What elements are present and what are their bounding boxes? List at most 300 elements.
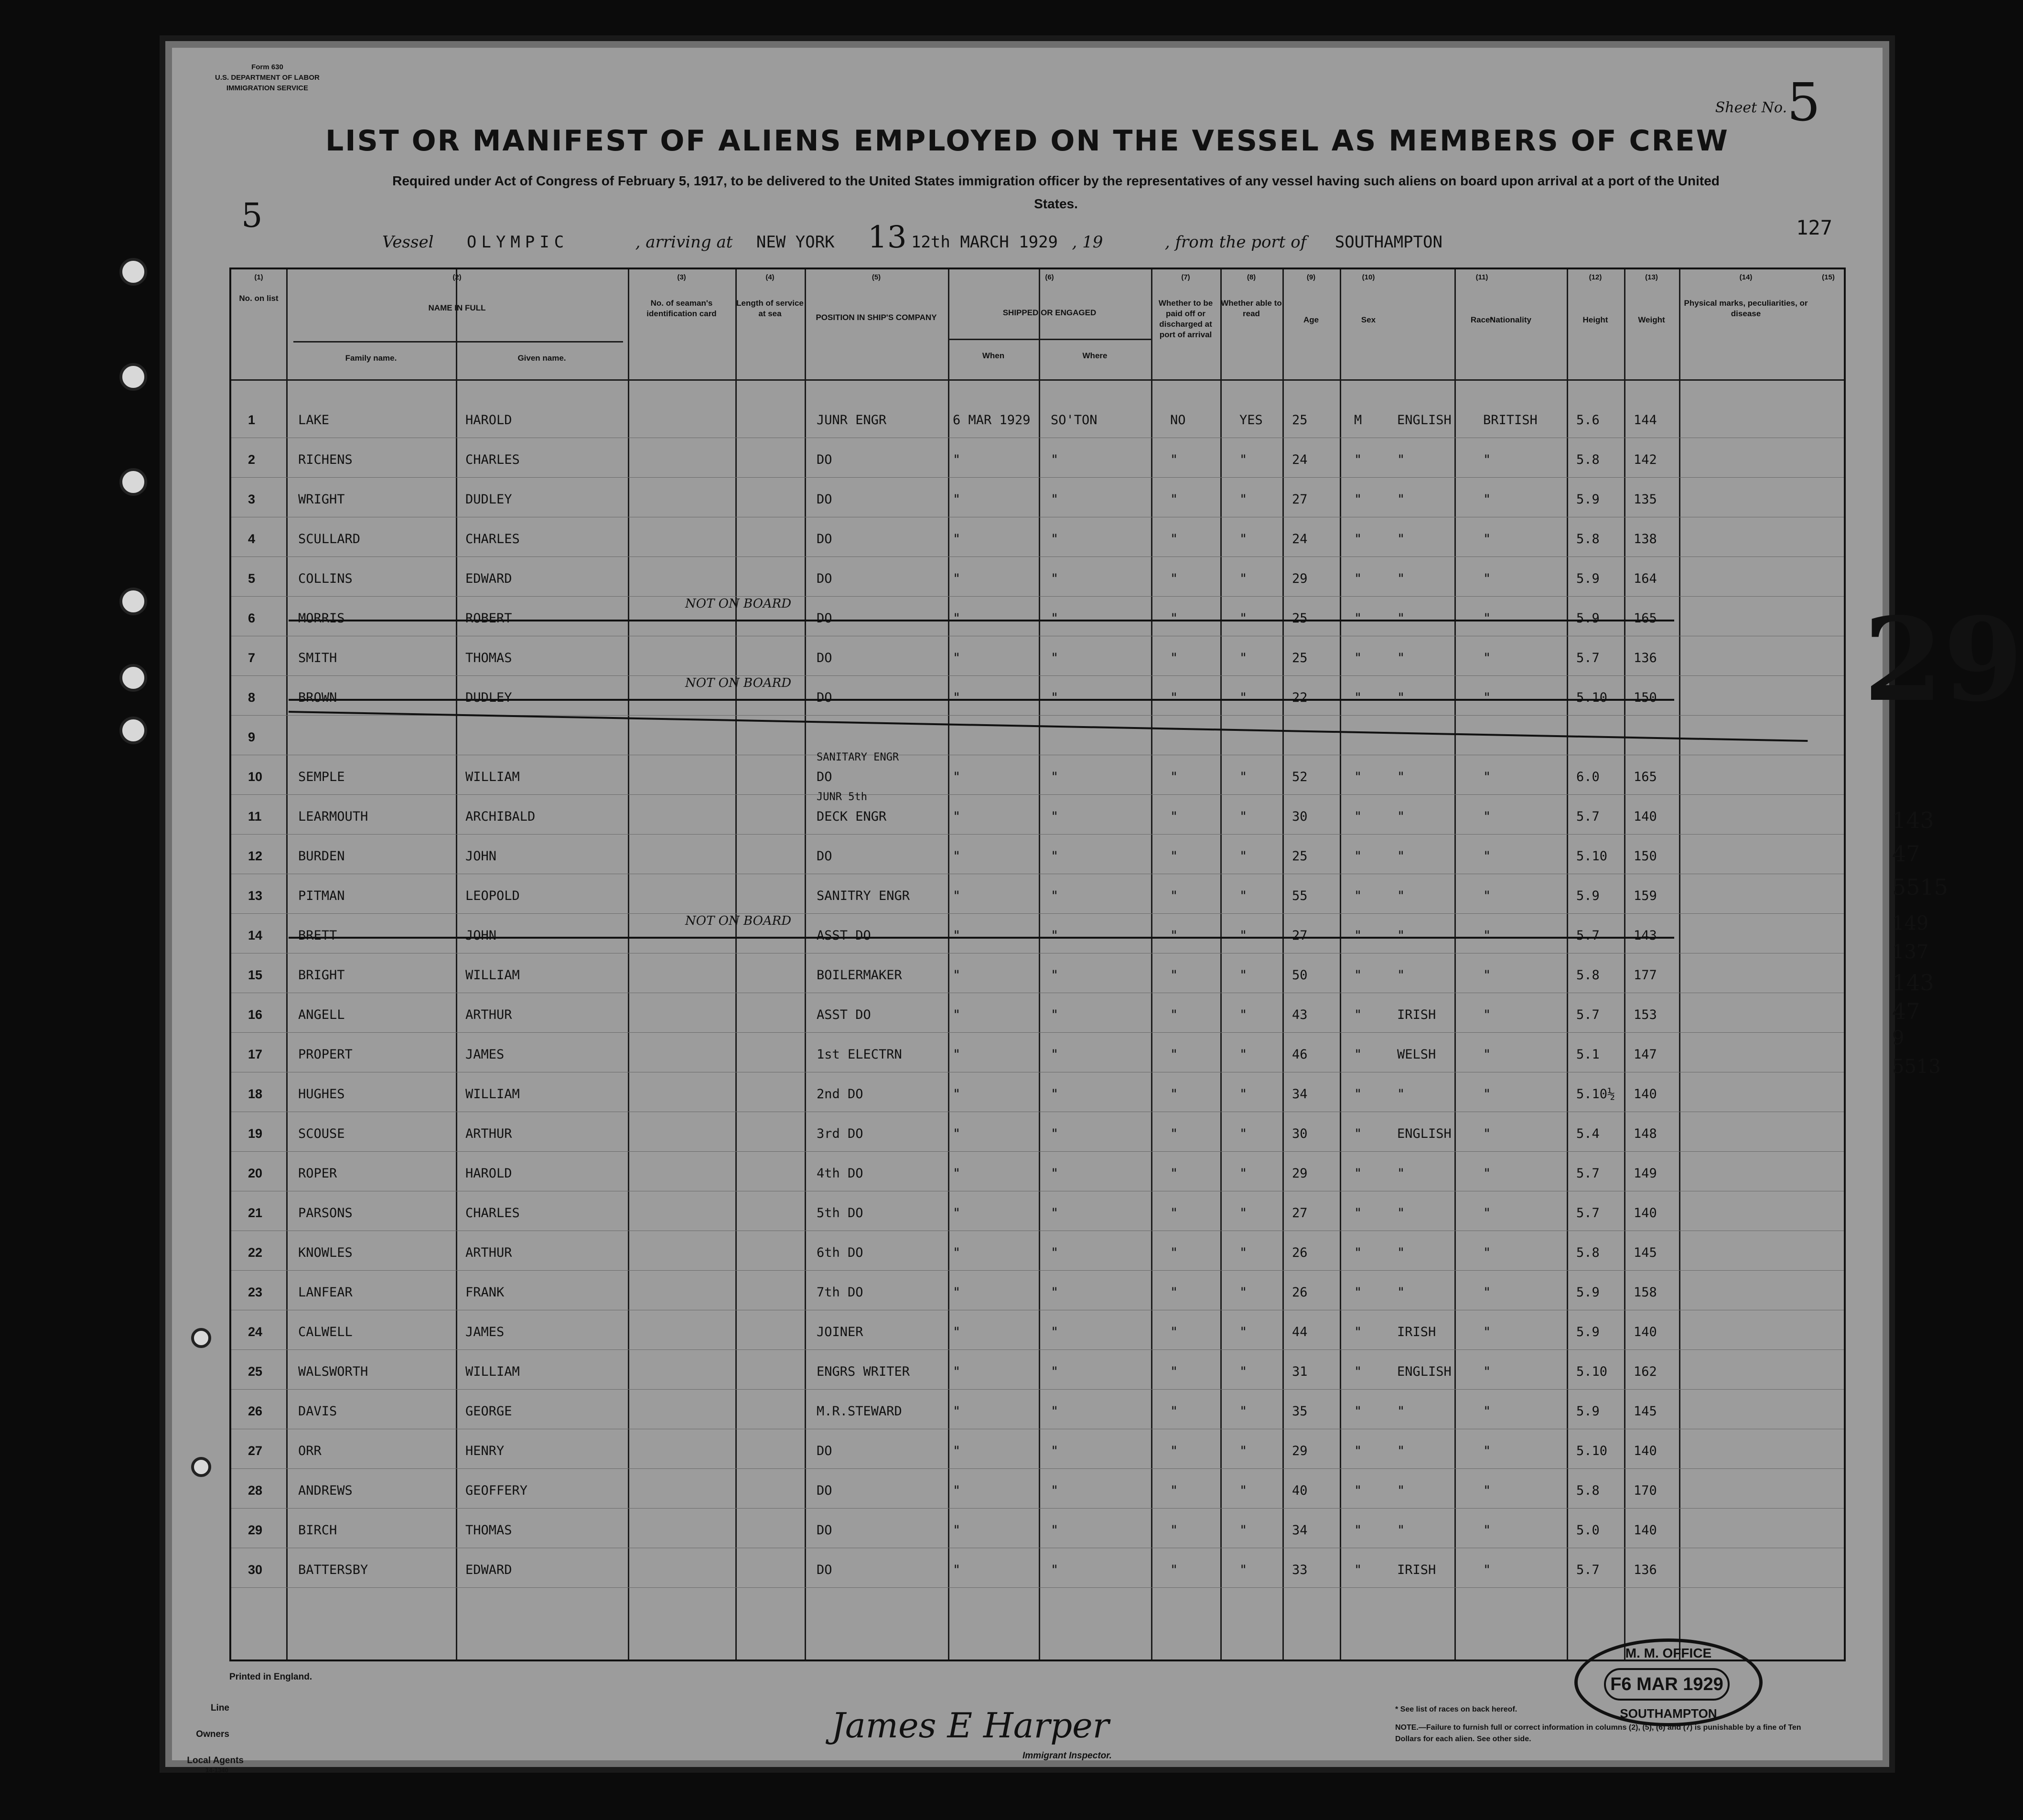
paid-off: NO — [1170, 413, 1186, 428]
age: 55 — [1292, 889, 1308, 903]
column-divider — [735, 269, 737, 1659]
given-name: WILLIAM — [465, 968, 520, 983]
binder-hole — [119, 717, 147, 744]
shipped-where: " — [1051, 809, 1059, 824]
row-number: 4 — [248, 532, 256, 546]
column-number: (4) — [765, 273, 775, 281]
able-to-read: " — [1239, 1364, 1248, 1379]
row-rule — [231, 834, 1844, 835]
family-name: ROPER — [298, 1166, 337, 1181]
race: " — [1397, 611, 1405, 626]
vessel-name: OLYMPIC — [466, 233, 569, 252]
weight: 144 — [1634, 413, 1657, 428]
given-name: GEORGE — [465, 1404, 512, 1419]
department-name: U.S. DEPARTMENT OF LABOR — [215, 74, 320, 82]
strike-through-line — [289, 937, 1674, 939]
row-number: 16 — [248, 1007, 263, 1022]
line-label: Line — [210, 1703, 229, 1713]
weight: 140 — [1634, 809, 1657, 824]
column-number: (14) — [1739, 273, 1753, 281]
shipped-when: " — [953, 1364, 961, 1379]
sex: " — [1354, 1245, 1362, 1260]
sex: " — [1354, 928, 1362, 943]
owners-label: Owners — [196, 1729, 229, 1739]
height: 5.9 — [1576, 1285, 1600, 1300]
sex: " — [1354, 651, 1362, 665]
sex: " — [1354, 611, 1362, 626]
row-rule — [231, 1151, 1844, 1152]
row-rule — [231, 1389, 1844, 1390]
nationality: " — [1483, 690, 1491, 705]
weight: 140 — [1634, 1444, 1657, 1458]
sex: " — [1354, 968, 1362, 983]
given-name: CHARLES — [465, 452, 520, 467]
able-to-read: " — [1239, 1047, 1248, 1062]
position: ENGRS WRITER — [817, 1364, 910, 1379]
not-on-board-note: NOT ON BOARD — [685, 676, 792, 690]
shipped-when: " — [953, 1563, 961, 1577]
family-name: WALSWORTH — [298, 1364, 368, 1379]
column-divider — [1039, 269, 1040, 1659]
shipped-when: 6 MAR 1929 — [953, 413, 1031, 428]
shipped-where: " — [1051, 849, 1059, 864]
paid-off: " — [1170, 1166, 1178, 1181]
agents-code: 14-1340 — [205, 1766, 228, 1774]
able-to-read: " — [1239, 1483, 1248, 1498]
row-rule — [231, 794, 1844, 795]
shipped-where: " — [1051, 968, 1059, 983]
family-name: WRIGHT — [298, 492, 345, 507]
row-rule — [231, 477, 1844, 478]
able-to-read: " — [1239, 1444, 1248, 1458]
paid-off: " — [1170, 492, 1178, 507]
given-name: ARCHIBALD — [465, 809, 536, 824]
from-port-label: , from the port of — [1164, 233, 1307, 252]
nationality: " — [1483, 1245, 1491, 1260]
row-number: 19 — [248, 1126, 263, 1141]
shipped-when: " — [953, 1404, 961, 1419]
age: 29 — [1292, 1444, 1308, 1458]
able-to-read: " — [1239, 690, 1248, 705]
position: 6th DO — [817, 1245, 863, 1260]
able-to-read: " — [1239, 611, 1248, 626]
position-annotation: JUNR 5th — [817, 791, 867, 803]
given-name: ARTHUR — [465, 1126, 512, 1141]
margin-note: 143 — [1892, 970, 1934, 996]
row-number: 6 — [248, 611, 256, 625]
row-number: 23 — [248, 1285, 263, 1299]
stamp-date: F6 MAR 1929 — [1604, 1668, 1730, 1701]
sex: " — [1354, 770, 1362, 784]
nationality: " — [1483, 452, 1491, 467]
age: 22 — [1292, 690, 1308, 705]
shipped-when: " — [953, 809, 961, 824]
arriving-label: , arriving at — [635, 233, 733, 252]
family-name: RICHENS — [298, 452, 353, 467]
shipped-where: " — [1051, 452, 1059, 467]
family-name: PITMAN — [298, 889, 345, 903]
row-number: 25 — [248, 1364, 263, 1379]
stamp-top-text: M. M. OFFICE — [1625, 1646, 1712, 1660]
shipped-when: " — [953, 492, 961, 507]
age: 25 — [1292, 849, 1308, 864]
shipped-where: " — [1051, 1563, 1059, 1577]
shipped-where: " — [1051, 1364, 1059, 1379]
column-divider — [1624, 269, 1625, 1659]
shipped-where: " — [1051, 1444, 1059, 1458]
row-number: 8 — [248, 690, 256, 705]
row-number: 17 — [248, 1047, 263, 1061]
age: 25 — [1292, 611, 1308, 626]
given-name: HENRY — [465, 1444, 505, 1458]
able-read-header: Whether able to read — [1221, 299, 1282, 318]
sheet-number-label: Sheet No. — [1715, 99, 1787, 116]
shipped-where: " — [1051, 1166, 1059, 1181]
able-to-read: " — [1239, 1126, 1248, 1141]
row-number: 13 — [248, 889, 263, 903]
family-name: ANDREWS — [298, 1483, 353, 1498]
shipped-where: " — [1051, 1087, 1059, 1102]
family-name: ORR — [298, 1444, 322, 1458]
weight: 150 — [1634, 849, 1657, 864]
page-subtitle: Required under Act of Congress of February 5, 1917, to be delivered to the United States immigration officer by the representatives of any vessel having such aliens on board upon arrival at a port of the United States. — [392, 173, 1720, 211]
position: DO — [817, 1444, 832, 1458]
row-rule — [231, 1587, 1844, 1588]
column-divider — [1340, 269, 1341, 1659]
family-name: BATTERSBY — [298, 1563, 368, 1577]
race: ENGLISH — [1397, 1126, 1452, 1141]
nationality: " — [1483, 889, 1491, 903]
sex: " — [1354, 849, 1362, 864]
height: 5.8 — [1576, 1483, 1600, 1498]
sex: " — [1354, 1444, 1362, 1458]
race: " — [1397, 1483, 1405, 1498]
family-name: PROPERT — [298, 1047, 353, 1062]
age: 27 — [1292, 1206, 1308, 1220]
position: DO — [817, 1563, 832, 1577]
paid-off: " — [1170, 1047, 1178, 1062]
shipped-where: " — [1051, 492, 1059, 507]
paid-off: " — [1170, 849, 1178, 864]
page-title: LIST OR MANIFEST OF ALIENS EMPLOYED ON THE VESSEL AS MEMBERS OF CREW — [325, 124, 1729, 158]
able-to-read: " — [1239, 968, 1248, 983]
age: 50 — [1292, 968, 1308, 983]
age: 34 — [1292, 1523, 1308, 1538]
given-name: ARTHUR — [465, 1245, 512, 1260]
form-number: Form 630 — [251, 63, 283, 71]
sex: " — [1354, 492, 1362, 507]
shipped-where: " — [1051, 1245, 1059, 1260]
row-number: 20 — [248, 1166, 263, 1180]
sex: " — [1354, 1325, 1362, 1339]
manifest-sheet — [172, 48, 1883, 1774]
race: " — [1397, 1087, 1405, 1102]
nationality: " — [1483, 968, 1491, 983]
family-name: ANGELL — [298, 1007, 345, 1022]
margin-note: 29 — [1863, 592, 2023, 727]
height: 5.9 — [1576, 1404, 1600, 1419]
strike-through-line — [289, 699, 1674, 701]
race: " — [1397, 651, 1405, 665]
age: 25 — [1292, 651, 1308, 665]
paid-off: " — [1170, 968, 1178, 983]
nationality: " — [1483, 611, 1491, 626]
shipped-where: SO'TON — [1051, 413, 1098, 428]
sex: " — [1354, 1007, 1362, 1022]
paid-off: " — [1170, 928, 1178, 943]
race: " — [1397, 571, 1405, 586]
shipped-when: " — [953, 928, 961, 943]
shipped-when: " — [953, 571, 961, 586]
row-number: 27 — [248, 1444, 263, 1458]
row-number: 10 — [248, 770, 263, 784]
weight: 142 — [1634, 452, 1657, 467]
height: 5.9 — [1576, 571, 1600, 586]
sex: " — [1354, 1483, 1362, 1498]
position: DO — [817, 571, 832, 586]
binder-hole — [119, 664, 147, 692]
able-to-read: " — [1239, 1563, 1248, 1577]
nationality-header: Nationality — [1490, 315, 1531, 324]
sex: " — [1354, 1126, 1362, 1141]
column-number: (8) — [1247, 273, 1256, 281]
shipped-when: " — [953, 611, 961, 626]
race: " — [1397, 889, 1405, 903]
shipped-where: " — [1051, 1483, 1059, 1498]
arrival-port: NEW YORK — [756, 233, 835, 252]
row-number: 7 — [248, 651, 256, 665]
age: 46 — [1292, 1047, 1308, 1062]
paid-off: " — [1170, 1285, 1178, 1300]
height: 5.7 — [1576, 1166, 1600, 1181]
age: 43 — [1292, 1007, 1308, 1022]
shipped-where: " — [1051, 1285, 1059, 1300]
height: 5.1 — [1576, 1047, 1600, 1062]
given-name: GEOFFERY — [465, 1483, 528, 1498]
family-name: HUGHES — [298, 1087, 345, 1102]
shipped-where: " — [1051, 532, 1059, 546]
office-stamp — [1574, 1638, 1763, 1726]
given-name: WILLIAM — [465, 1364, 520, 1379]
able-to-read: " — [1239, 532, 1248, 546]
column-number: (6) — [1045, 273, 1054, 281]
sex: " — [1354, 1285, 1362, 1300]
height: 5.8 — [1576, 452, 1600, 467]
sex: " — [1354, 889, 1362, 903]
sex: " — [1354, 1206, 1362, 1220]
race: " — [1397, 690, 1405, 705]
age: 35 — [1292, 1404, 1308, 1419]
column-divider — [948, 269, 949, 1659]
shipped-when: " — [953, 690, 961, 705]
given-name: JAMES — [465, 1325, 505, 1339]
row-number: 5 — [248, 571, 256, 586]
row-number: 21 — [248, 1206, 263, 1220]
height: 5.10½ — [1576, 1087, 1615, 1102]
race-header: Race* — [1470, 315, 1494, 324]
weight: 177 — [1634, 968, 1657, 983]
sex: " — [1354, 532, 1362, 546]
weight: 165 — [1634, 770, 1657, 784]
position: 1st ELECTRN — [817, 1047, 902, 1062]
column-number: (12) — [1589, 273, 1602, 281]
race: " — [1397, 1166, 1405, 1181]
height: 5.7 — [1576, 1563, 1600, 1577]
column-number: (11) — [1475, 273, 1488, 281]
shipped-when: " — [953, 1483, 961, 1498]
weight: 165 — [1634, 611, 1657, 626]
margin-mark: 5 — [241, 196, 263, 235]
row-number: 22 — [248, 1245, 263, 1260]
shipped-when: " — [953, 651, 961, 665]
column-number: (1) — [254, 273, 263, 281]
height: 5.9 — [1576, 1325, 1600, 1339]
sex: M — [1354, 413, 1362, 428]
row-rule — [231, 675, 1844, 676]
given-name: HAROLD — [465, 1166, 512, 1181]
weight: 138 — [1634, 532, 1657, 546]
race: " — [1397, 968, 1405, 983]
position: JOINER — [817, 1325, 863, 1339]
height: 5.8 — [1576, 532, 1600, 546]
position: ASST DO — [817, 1007, 871, 1022]
race: " — [1397, 770, 1405, 784]
family-name: COLLINS — [298, 571, 353, 586]
race: ENGLISH — [1397, 1364, 1452, 1379]
shipped-where: " — [1051, 770, 1059, 784]
family-name: BRIGHT — [298, 968, 345, 983]
family-name: KNOWLES — [298, 1245, 353, 1260]
height: 5.0 — [1576, 1523, 1600, 1538]
position: DO — [817, 611, 832, 626]
family-name: BRETT — [298, 928, 337, 943]
row-rule — [231, 1508, 1844, 1509]
position: SANITRY ENGR — [817, 889, 910, 903]
age: 31 — [1292, 1364, 1308, 1379]
paid-off: " — [1170, 452, 1178, 467]
position: 4th DO — [817, 1166, 863, 1181]
position: JUNR ENGR — [817, 413, 887, 428]
column-divider — [628, 269, 629, 1659]
height: 5.7 — [1576, 1007, 1600, 1022]
given-name: EDWARD — [465, 1563, 512, 1577]
shipped-where: " — [1051, 889, 1059, 903]
column-number: (7) — [1181, 273, 1190, 281]
header-rule — [231, 379, 1844, 381]
height: 5.10 — [1576, 1444, 1608, 1458]
shipped-where: " — [1051, 611, 1059, 626]
margin-note: 5515 — [1892, 874, 1948, 900]
row-number: 12 — [248, 849, 263, 863]
column-divider — [1282, 269, 1284, 1659]
weight: 140 — [1634, 1087, 1657, 1102]
column-divider — [805, 269, 806, 1659]
nationality: " — [1483, 571, 1491, 586]
shipped-where: " — [1051, 571, 1059, 586]
row-number: 11 — [248, 809, 262, 824]
column-number: (13) — [1645, 273, 1658, 281]
race: " — [1397, 928, 1405, 943]
able-to-read: " — [1239, 809, 1248, 824]
date-handwritten: 13 — [868, 220, 907, 255]
inspector-signature: James E Harper — [831, 1705, 1109, 1745]
able-to-read: " — [1239, 1523, 1248, 1538]
height: 5.10 — [1576, 849, 1608, 864]
race: IRISH — [1397, 1563, 1436, 1577]
family-name: SEMPLE — [298, 770, 345, 784]
nationality: " — [1483, 1563, 1491, 1577]
physical-marks-header: Physical marks, peculiarities, or disease — [1684, 299, 1808, 318]
sex: " — [1354, 1087, 1362, 1102]
id-card-header: No. of seaman's identification card — [646, 299, 717, 318]
family-name: CALWELL — [298, 1325, 353, 1339]
height: 5.7 — [1576, 1206, 1600, 1220]
row-number: 3 — [248, 492, 256, 506]
weight: 145 — [1634, 1404, 1657, 1419]
age: 44 — [1292, 1325, 1308, 1339]
column-divider — [1679, 269, 1680, 1659]
shipped-when: " — [953, 1444, 961, 1458]
paid-off: " — [1170, 1087, 1178, 1102]
shipped-when: " — [953, 1126, 961, 1141]
service-name: IMMIGRATION SERVICE — [226, 84, 308, 92]
position: M.R.STEWARD — [817, 1404, 902, 1419]
able-to-read: " — [1239, 770, 1248, 784]
height: 5.8 — [1576, 968, 1600, 983]
sex: " — [1354, 1523, 1362, 1538]
given-name: WILLIAM — [465, 1087, 520, 1102]
position: 7th DO — [817, 1285, 863, 1300]
nationality: " — [1483, 1047, 1491, 1062]
shipped-when: " — [953, 532, 961, 546]
nationality: " — [1483, 1523, 1491, 1538]
row-rule — [231, 1349, 1844, 1350]
paid-off: " — [1170, 1245, 1178, 1260]
given-name: FRANK — [465, 1285, 505, 1300]
weight: 147 — [1634, 1047, 1657, 1062]
age: 29 — [1292, 571, 1308, 586]
age: 25 — [1292, 413, 1308, 428]
given-name: JAMES — [465, 1047, 505, 1062]
shipped-when: " — [953, 849, 961, 864]
nationality: " — [1483, 809, 1491, 824]
row-rule — [231, 1468, 1844, 1469]
row-number: 26 — [248, 1404, 263, 1418]
position: DO — [817, 849, 832, 864]
row-number: 15 — [248, 968, 263, 982]
race: " — [1397, 1444, 1405, 1458]
sex: " — [1354, 1563, 1362, 1577]
sex: " — [1354, 452, 1362, 467]
age: 24 — [1292, 532, 1308, 546]
given-name: DUDLEY — [465, 690, 512, 705]
height: 5.10 — [1576, 1364, 1608, 1379]
weight: 162 — [1634, 1364, 1657, 1379]
given-name: HAROLD — [465, 413, 512, 428]
age: 52 — [1292, 770, 1308, 784]
paid-off: " — [1170, 1325, 1178, 1339]
shipped-when: " — [953, 889, 961, 903]
row-number: 2 — [248, 452, 256, 467]
given-name: CHARLES — [465, 1206, 520, 1220]
able-to-read: " — [1239, 1285, 1248, 1300]
given-name: ARTHUR — [465, 1007, 512, 1022]
family-name: SCULLARD — [298, 532, 361, 546]
row-number: 9 — [248, 730, 256, 744]
nationality: " — [1483, 1444, 1491, 1458]
shipped-when: " — [953, 1087, 961, 1102]
able-to-read: " — [1239, 571, 1248, 586]
